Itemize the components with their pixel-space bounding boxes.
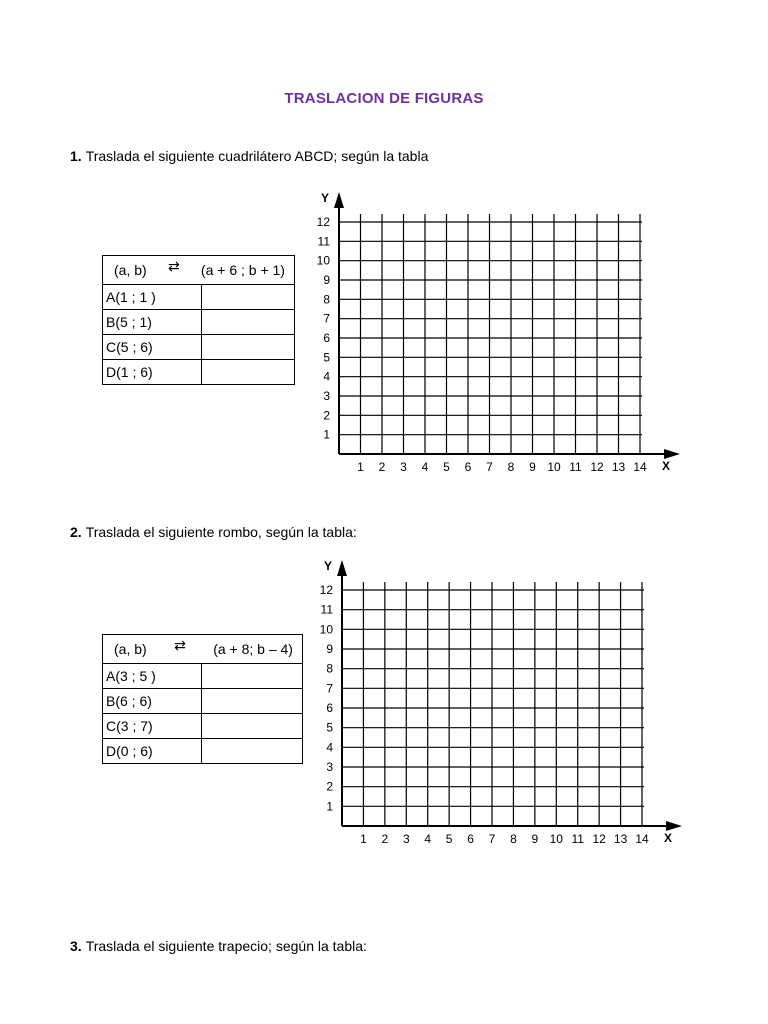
x-tick-label: 13 xyxy=(611,460,626,474)
x-tick-label: 8 xyxy=(507,460,515,474)
x-tick-label: 10 xyxy=(547,460,561,474)
header-point: (a, b) xyxy=(114,262,147,278)
exercise-1-number: 1. xyxy=(70,148,82,164)
x-tick-label: 5 xyxy=(443,460,450,474)
y-tick-label: 3 xyxy=(326,760,333,774)
answer-cell[interactable] xyxy=(202,689,303,714)
page-title: TRASLACION DE FIGURAS xyxy=(284,90,484,107)
x-tick-label: 10 xyxy=(549,832,563,846)
x-axis-label: X xyxy=(662,459,671,473)
y-tick-label: 4 xyxy=(326,740,333,755)
y-tick-label: 1 xyxy=(326,799,333,814)
x-tick-label: 1 xyxy=(357,460,364,474)
y-tick-label: 2 xyxy=(326,779,333,794)
y-tick-label: 6 xyxy=(323,331,330,345)
y-tick-label: 3 xyxy=(323,389,330,403)
x-tick-label: 11 xyxy=(569,460,582,474)
translation-arrow-icon: ⇄ xyxy=(174,636,186,653)
answer-cell[interactable] xyxy=(202,739,303,764)
exercise-2-prompt xyxy=(70,524,357,540)
point-label: A(1 ; 1 ) xyxy=(103,285,202,310)
x-tick-label: 7 xyxy=(488,832,496,846)
point-label: B(6 ; 6) xyxy=(103,689,202,714)
answer-cell[interactable] xyxy=(202,714,303,739)
point-label: B(5 ; 1) xyxy=(103,310,202,335)
x-tick-label: 12 xyxy=(590,460,604,474)
y-tick-label: 9 xyxy=(323,273,330,287)
y-tick-label: 2 xyxy=(323,408,330,423)
exercise-3-text: Traslada el siguiente trapecio; según la tabla: xyxy=(85,938,367,954)
exercise-2-table xyxy=(102,634,303,764)
table-header xyxy=(103,635,303,664)
x-tick-label: 4 xyxy=(421,460,429,474)
y-tick-label: 12 xyxy=(319,583,333,597)
y-tick-label: 9 xyxy=(326,642,333,656)
point-label: C(5 ; 6) xyxy=(103,335,202,360)
point-label: C(3 ; 7) xyxy=(103,714,202,739)
y-axis-label: Y xyxy=(323,559,333,573)
point-label: D(1 ; 6) xyxy=(103,360,202,385)
exercise-3-prompt xyxy=(70,938,367,954)
table-row xyxy=(103,739,303,764)
y-tick-label: 6 xyxy=(326,701,333,715)
x-tick-label: 6 xyxy=(467,832,474,846)
y-tick-label: 11 xyxy=(317,234,330,249)
y-tick-label: 4 xyxy=(323,369,330,384)
x-tick-label: 9 xyxy=(531,832,539,846)
x-axis-label: X xyxy=(664,831,673,845)
exercise-1-text: Traslada el siguiente cuadrilátero ABCD; según la tabla xyxy=(85,148,429,164)
y-tick-label: 7 xyxy=(326,681,333,696)
table-row xyxy=(103,714,303,739)
x-tick-label: 5 xyxy=(445,832,453,846)
exercise-3-number: 3. xyxy=(70,938,82,954)
x-tick-label: 12 xyxy=(592,832,606,846)
x-tick-label: 14 xyxy=(635,832,649,846)
exercise-2-number: 2. xyxy=(70,524,82,540)
x-tick-label: 4 xyxy=(424,832,432,846)
y-tick-label: 12 xyxy=(316,215,330,229)
x-tick-label: 9 xyxy=(529,460,536,474)
point-label: D(0 ; 6) xyxy=(103,739,202,764)
header-rule: (a + 6 ; b + 1) xyxy=(200,262,285,278)
x-tick-label: 2 xyxy=(378,460,386,474)
point-label: A(3 ; 5 ) xyxy=(103,664,202,689)
x-tick-label: 8 xyxy=(510,832,517,846)
x-tick-label: 14 xyxy=(633,460,647,474)
x-tick-label: 6 xyxy=(464,460,472,474)
answer-cell[interactable] xyxy=(202,664,303,689)
table-row xyxy=(103,689,303,714)
y-tick-label: 11 xyxy=(320,602,333,617)
x-tick-label: 3 xyxy=(400,460,407,474)
x-tick-label: 7 xyxy=(486,460,493,474)
y-tick-label: 10 xyxy=(319,622,333,637)
y-tick-label: 10 xyxy=(316,253,330,268)
y-tick-label: 5 xyxy=(326,720,333,735)
grid-lines xyxy=(339,214,642,454)
x-tick-label: 11 xyxy=(571,832,584,846)
x-axis-arrow-icon xyxy=(664,449,680,459)
y-axis-arrow-icon xyxy=(334,192,344,208)
x-tick-label: 3 xyxy=(402,832,410,846)
y-tick-label: 8 xyxy=(323,292,330,307)
exercise-2-text: Traslada el siguiente rombo, según la tabla: xyxy=(85,524,357,540)
header-rule: (a + 8; b – 4) xyxy=(213,641,293,657)
x-tick-label: 13 xyxy=(613,832,628,846)
x-tick-label: 2 xyxy=(381,832,389,846)
y-tick-label: 7 xyxy=(323,311,330,326)
y-tick-label: 8 xyxy=(326,661,333,676)
y-tick-label: 5 xyxy=(323,350,330,365)
y-tick-label: 1 xyxy=(323,427,330,442)
translation-arrow-icon: ⇄ xyxy=(167,257,180,274)
y-axis-label: Y xyxy=(320,191,330,205)
header-point: (a, b) xyxy=(114,641,147,657)
table-row xyxy=(103,664,303,689)
x-tick-label: 1 xyxy=(360,832,367,846)
